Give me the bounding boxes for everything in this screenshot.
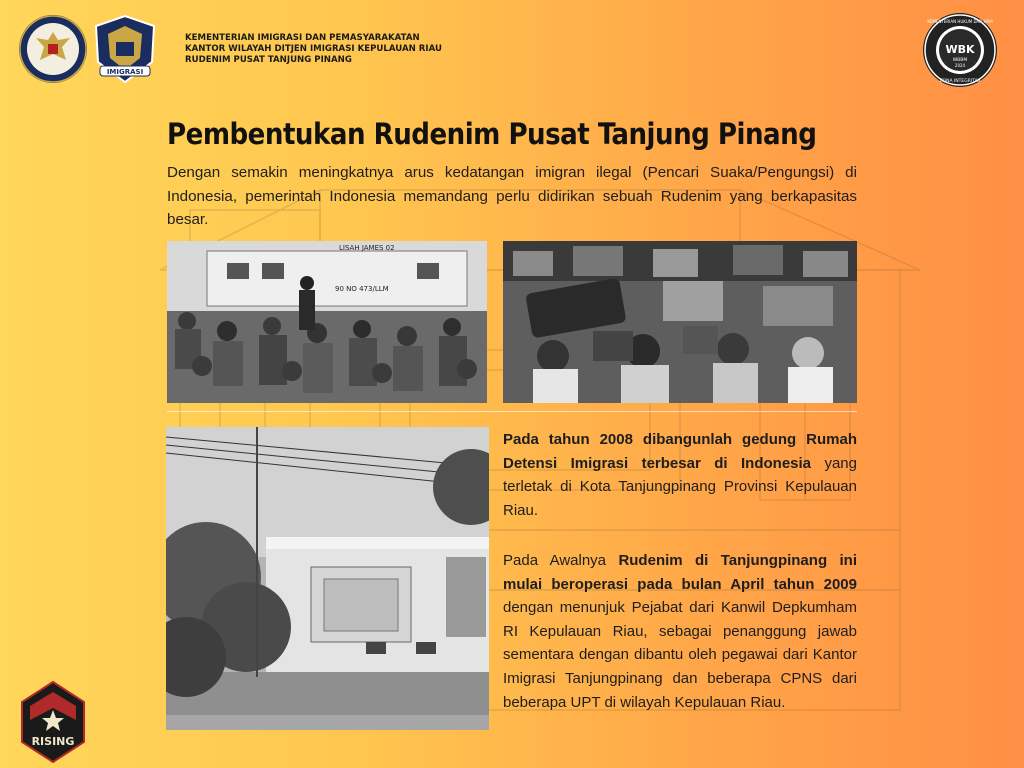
- garuda-emblem-logo: [18, 14, 88, 84]
- boat-hull-text: 90 NO 473/LLM: [335, 285, 389, 293]
- rising-logo-label: RISING: [31, 735, 75, 748]
- wbk-bottom-label: ZONA INTEGRITAS: [939, 79, 981, 84]
- intro-paragraph: Dengan semakin meningkatnya arus kedatangan imigran ilegal (Pencari Suaka/Pengungsi) di Indonesia, pemerintah Indonesia memandang perlu didirikan sebuah Rudenim yang berkapasitas besar.: [167, 164, 857, 228]
- boat-name-text: LISAH JAMES 02: [339, 244, 395, 252]
- wbk-year-label: 2024: [954, 63, 966, 68]
- section-divider: [167, 411, 857, 412]
- paragraph2-rest: dengan menunjuk Pejabat dari Kanwil Depkumham RI Kepulauan Riau, sebagai penanggung jawab sementara dengan dibantu oleh pegawai dari Kantor Imigrasi Tanjungpinang dan beberapa CPNS dari beberapa UPT di wilayah Kepulauan Riau.: [503, 599, 857, 711]
- paragraph2-bold: Rudenim di Tanjungpinang ini mulai beroperasi pada bulan April tahun 2009: [503, 552, 857, 593]
- photo-migrants-on-boat: [167, 241, 487, 403]
- page-title: Pembentukan Rudenim Pusat Tanjung Pinang: [167, 117, 817, 151]
- wbk-top-label: KEMENTERIAN HUKUM DAN HAM: [927, 19, 993, 24]
- header-institution-text: [185, 33, 442, 67]
- photo-crowd-with-luggage: [503, 241, 857, 403]
- wbk-sub-label: WBBM: [952, 58, 968, 63]
- header-line-ministry: KEMENTERIAN IMIGRASI DAN PEMASYARAKATAN: [185, 33, 420, 43]
- rising-logo: [18, 680, 88, 764]
- photo-rudenim-building: [166, 427, 489, 730]
- paragraph2-lead: Pada Awalnya: [503, 552, 619, 569]
- wbk-zona-integritas-logo: [922, 12, 998, 88]
- paragraph1-bold: Pada tahun 2008 dibangunlah gedung Rumah Detensi Imigrasi terbesar di Indonesia: [503, 431, 857, 472]
- header-line-regional-office: KANTOR WILAYAH DITJEN IMIGRASI KEPULAUAN RIAU: [185, 44, 442, 55]
- imigrasi-logo-label: IMIGRASI: [106, 68, 144, 76]
- paragraph-operation-2009: [503, 549, 857, 714]
- paragraph-construction-2008: [503, 428, 857, 522]
- header-line-rudenim: RUDENIM PUSAT TANJUNG PINANG: [185, 55, 352, 66]
- paragraph1-rest: yang terletak di Kota Tanjungpinang Provinsi Kepulauan Riau.: [503, 454, 857, 519]
- imigrasi-logo: [92, 14, 158, 86]
- wbk-main-label: WBK: [945, 43, 975, 56]
